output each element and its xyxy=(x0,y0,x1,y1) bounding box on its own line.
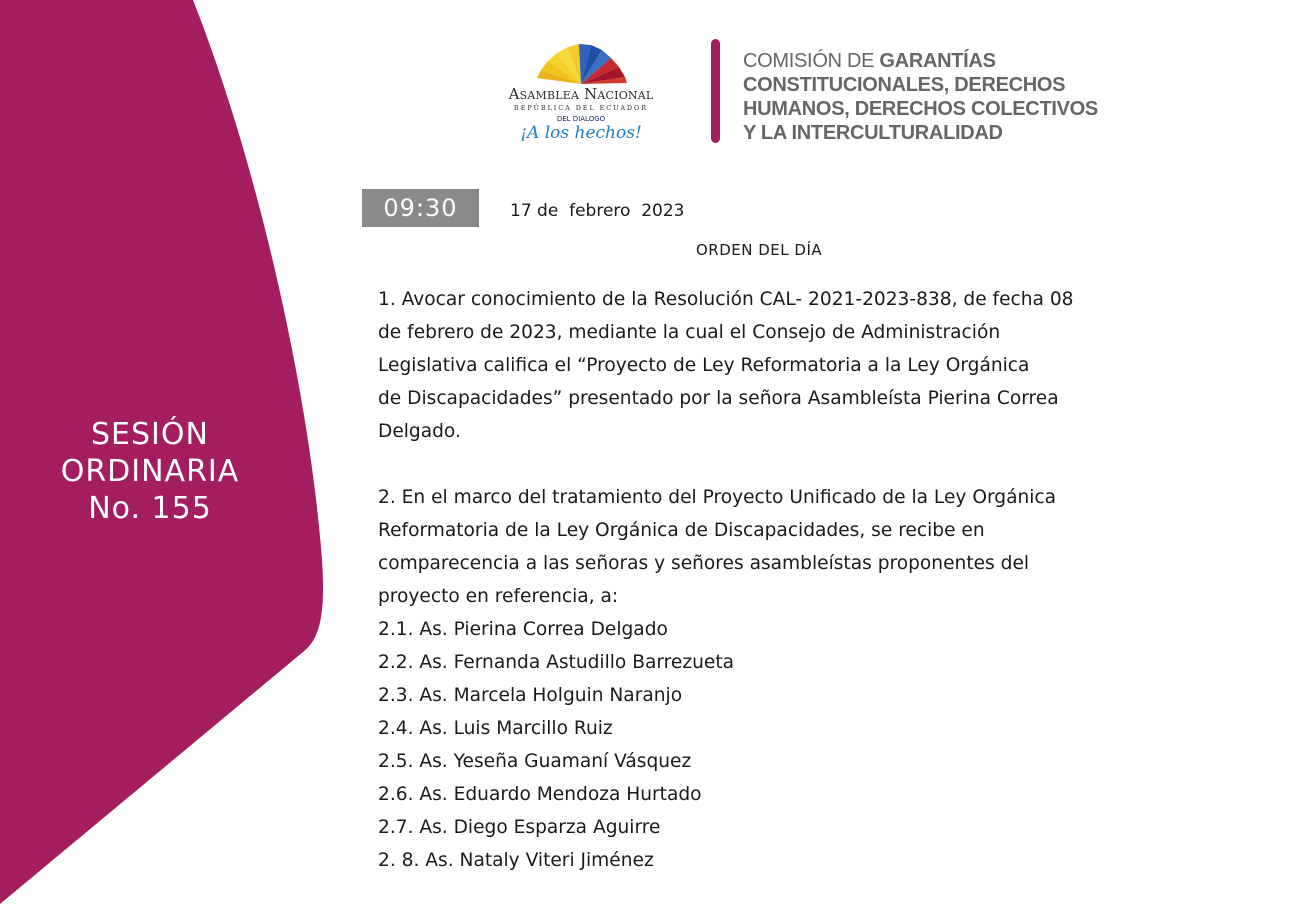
asamblea-logo xyxy=(486,38,676,148)
commission-line-1-text: GARANTÍAS xyxy=(879,50,996,72)
session-title-line: ORDINARIA xyxy=(60,454,240,489)
agenda-spacer xyxy=(378,448,1258,481)
agenda-line: comparecencia a las señoras y señores asambleístas proponentes del xyxy=(378,553,1030,574)
commission-line-3: HUMANOS, DERECHOS COLECTIVOS xyxy=(743,98,1098,120)
agenda-line: proyecto en referencia, a: xyxy=(378,586,619,607)
commission-name xyxy=(743,49,1123,145)
agenda-line: Delgado. xyxy=(378,421,461,442)
agenda-line: de febrero de 2023, mediante la cual el Consejo de Administración xyxy=(378,322,1001,343)
commission-line-2: CONSTITUCIONALES, DERECHOS xyxy=(743,74,1066,96)
proponent-item: 2.4. As. Luis Marcillo Ruiz xyxy=(378,718,613,739)
agenda-line: 2. En el marco del tratamiento del Proyecto Unificado de la Ley Orgánica xyxy=(378,487,1057,508)
proponent-item: 2.6. As. Eduardo Mendoza Hurtado xyxy=(378,784,702,805)
logo-slogan: ¡A los hechos! xyxy=(520,123,642,143)
session-title xyxy=(0,416,300,527)
sunburst-icon xyxy=(486,38,676,88)
time-badge: 09:30 xyxy=(362,189,479,227)
session-title-line: No. 155 xyxy=(88,491,212,526)
agenda-heading: ORDEN DEL DÍA xyxy=(696,241,823,259)
agenda-line: Legislativa califica el “Proyecto de Ley Reformatoria a la Ley Orgánica xyxy=(378,355,1030,376)
session-title-line: SESIÓN xyxy=(91,417,209,452)
agenda-line: Reformatoria de la Ley Orgánica de Discapacidades, se recibe en xyxy=(378,520,985,541)
header-divider xyxy=(711,39,720,143)
proponent-item: 2.2. As. Fernanda Astudillo Barrezueta xyxy=(378,652,735,673)
agenda-line: de Discapacidades” presentado por la señora Asambleísta Pierina Correa xyxy=(378,388,1059,409)
proponent-item: 2.1. As. Pierina Correa Delgado xyxy=(378,619,668,640)
agenda-line: 1. Avocar conocimiento de la Resolución CAL- 2021-2023-838, de fecha 08 xyxy=(378,289,1074,310)
commission-line-1 xyxy=(743,49,1123,73)
proponent-item: 2.3. As. Marcela Holguin Naranjo xyxy=(378,685,683,706)
logo-dialogo: DEL DIÁLOGO xyxy=(556,115,606,123)
agenda-body xyxy=(378,283,1258,877)
proponent-item: 2.5. As. Yeseña Guamaní Vásquez xyxy=(378,751,692,772)
logo-name: Asamblea Nacional xyxy=(508,85,654,103)
commission-line-4: Y LA INTERCULTURALIDAD xyxy=(743,122,1003,144)
commission-prefix: COMISIÓN DE xyxy=(743,50,875,72)
logo-subtitle: REPÚBLICA DEL ECUADOR xyxy=(513,104,649,112)
proponent-item: 2.7. As. Diego Esparza Aguirre xyxy=(378,817,661,838)
session-date: 17 de febrero 2023 xyxy=(510,201,685,221)
proponent-item: 2. 8. As. Nataly Viteri Jiménez xyxy=(378,850,654,871)
